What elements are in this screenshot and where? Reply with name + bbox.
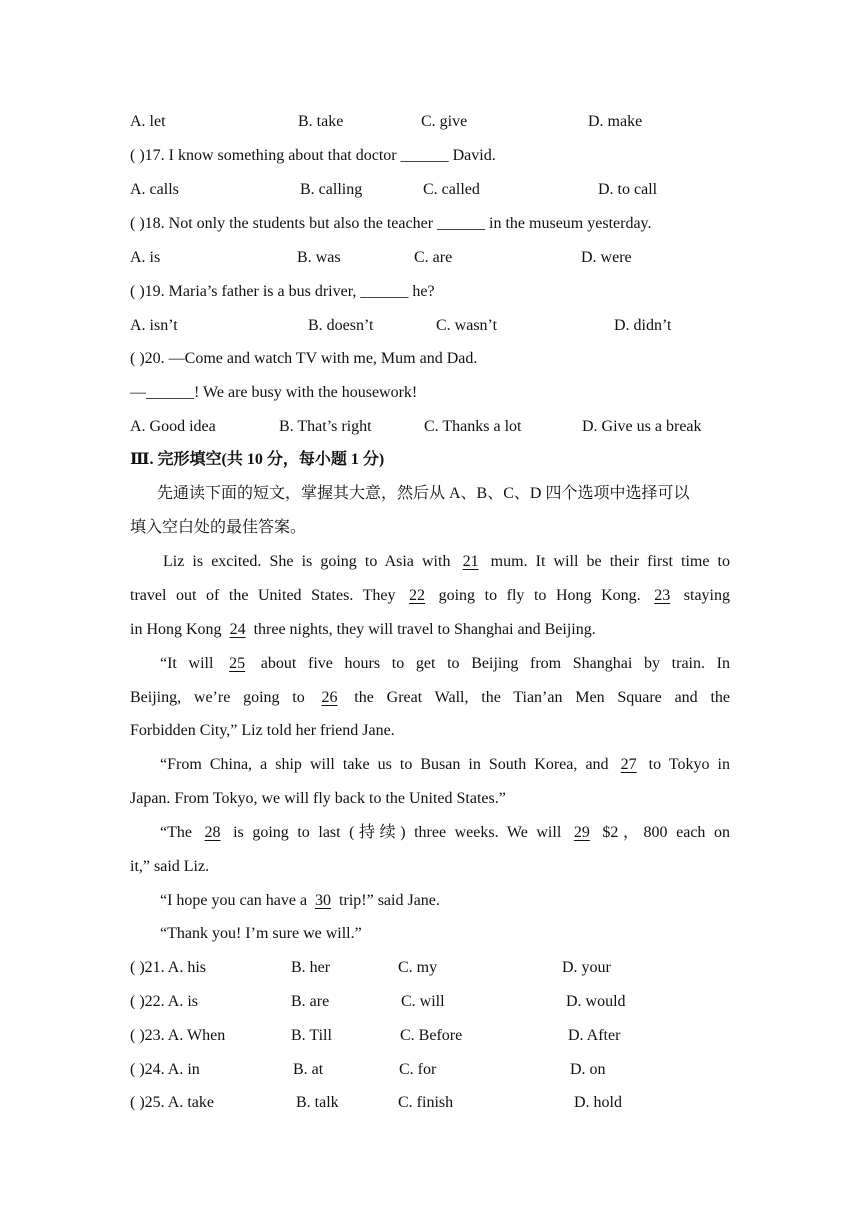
blank-28: 28 bbox=[204, 824, 221, 841]
q18-stem: ( )18. Not only the students but also the teacher ______ in the museum yesterday. bbox=[130, 215, 652, 232]
q18-option-d: D. were bbox=[581, 249, 632, 266]
q25-option-b: B. talk bbox=[296, 1094, 339, 1111]
q24-row bbox=[130, 1057, 730, 1083]
passage-line: Beijing, we’re going to 26 the Great Wall, the Tian’an Men Square and the bbox=[130, 685, 730, 711]
passage-line: Liz is excited. She is going to Asia with 21 mum. It will be their first time to bbox=[163, 549, 730, 575]
q20-option-d: D. Give us a break bbox=[582, 418, 702, 435]
q19-stem: ( )19. Maria’s father is a bus driver, ______ he? bbox=[130, 283, 435, 300]
q24-option-c: C. for bbox=[399, 1061, 437, 1078]
q17-option-a: A. calls bbox=[130, 181, 179, 198]
q19-option-b: B. doesn’t bbox=[308, 317, 374, 334]
q24-option-d: D. on bbox=[570, 1061, 606, 1078]
blank-22: 22 bbox=[409, 587, 426, 604]
q19-option-d: D. didn’t bbox=[614, 317, 672, 334]
q20-option-c: C. Thanks a lot bbox=[424, 418, 522, 435]
q21-option-c: C. my bbox=[398, 959, 438, 976]
blank-26: 26 bbox=[321, 689, 338, 706]
q21-option-d: D. your bbox=[562, 959, 611, 976]
q18-option-b: B. was bbox=[297, 249, 341, 266]
q16-option-a: A. let bbox=[130, 113, 166, 130]
q17-options bbox=[130, 177, 730, 203]
q16-option-b: B. take bbox=[298, 113, 344, 130]
q20-options bbox=[130, 414, 730, 440]
q18-options bbox=[130, 245, 730, 271]
passage-line: it,” said Liz. bbox=[130, 858, 210, 875]
blank-30: 30 bbox=[315, 892, 332, 909]
q20-option-a: A. Good idea bbox=[130, 418, 216, 435]
q20-reply: —______! We are busy with the housework! bbox=[130, 384, 418, 401]
blank-25: 25 bbox=[229, 655, 246, 672]
section-3-title: Ⅲ. 完形填空(共 10 分，每小题 1 分) bbox=[130, 451, 385, 468]
blank-23: 23 bbox=[654, 587, 671, 604]
section-3-instruction-line-1: 先通读下面的短文，掌握其大意，然后从 A、B、C、D 四个选项中选择可以 bbox=[157, 485, 690, 502]
q25-option-c: C. finish bbox=[398, 1094, 454, 1111]
q21-row bbox=[130, 955, 730, 981]
q21-option-b: B. her bbox=[291, 959, 331, 976]
q25-option-d: D. hold bbox=[574, 1094, 622, 1111]
q23-stem: ( )23. A. When bbox=[130, 1027, 226, 1044]
q20-stem: ( )20. —Come and watch TV with me, Mum and Dad. bbox=[130, 350, 478, 367]
passage-line: “From China, a ship will take us to Busan in South Korea, and 27 to Tokyo in bbox=[160, 752, 730, 778]
blank-21: 21 bbox=[462, 553, 479, 570]
q24-stem: ( )24. A. in bbox=[130, 1061, 200, 1078]
q22-option-c: C. will bbox=[401, 993, 445, 1010]
q25-stem: ( )25. A. take bbox=[130, 1094, 214, 1111]
passage-line: “I hope you can have a 30 trip!” said Jane. bbox=[160, 888, 730, 914]
passage-line: “Thank you! I’m sure we will.” bbox=[160, 925, 362, 942]
q16-option-c: C. give bbox=[421, 113, 468, 130]
q22-row bbox=[130, 989, 730, 1015]
q22-option-b: B. are bbox=[291, 993, 330, 1010]
q23-row bbox=[130, 1023, 730, 1049]
q23-option-d: D. After bbox=[568, 1027, 621, 1044]
q23-option-b: B. Till bbox=[291, 1027, 332, 1044]
q18-option-c: C. are bbox=[414, 249, 453, 266]
q19-option-a: A. isn’t bbox=[130, 317, 178, 334]
q18-option-a: A. is bbox=[130, 249, 161, 266]
passage-line: “The 28 is going to last (持续) three weeks. We will 29 $2，800 each on bbox=[160, 820, 730, 846]
q20-option-b: B. That’s right bbox=[279, 418, 372, 435]
passage-line: travel out of the United States. They 22 going to fly to Hong Kong. 23 staying bbox=[130, 583, 730, 609]
q19-options bbox=[130, 313, 730, 339]
blank-24: 24 bbox=[229, 621, 246, 638]
passage-line: in Hong Kong 24 three nights, they will travel to Shanghai and Beijing. bbox=[130, 617, 730, 643]
blank-27: 27 bbox=[620, 756, 637, 773]
q17-stem: ( )17. I know something about that doctor ______ David. bbox=[130, 147, 496, 164]
q24-option-b: B. at bbox=[293, 1061, 324, 1078]
section-3-instruction-line-2: 填入空白处的最佳答案。 bbox=[130, 519, 307, 536]
q21-stem: ( )21. A. his bbox=[130, 959, 206, 976]
q17-option-b: B. calling bbox=[300, 181, 363, 198]
passage-line: “It will 25 about five hours to get to Beijing from Shanghai by train. In bbox=[160, 651, 730, 677]
q22-stem: ( )22. A. is bbox=[130, 993, 198, 1010]
q17-option-d: D. to call bbox=[598, 181, 658, 198]
passage-line: Japan. From Tokyo, we will fly back to the United States.” bbox=[130, 790, 506, 807]
q23-option-c: C. Before bbox=[400, 1027, 463, 1044]
passage-line: Forbidden City,” Liz told her friend Jane. bbox=[130, 722, 395, 739]
q16-options bbox=[130, 109, 730, 135]
q17-option-c: C. called bbox=[423, 181, 480, 198]
q19-option-c: C. wasn’t bbox=[436, 317, 498, 334]
q22-option-d: D. would bbox=[566, 993, 626, 1010]
q16-option-d: D. make bbox=[588, 113, 643, 130]
blank-29: 29 bbox=[573, 824, 590, 841]
q25-row bbox=[130, 1090, 730, 1116]
